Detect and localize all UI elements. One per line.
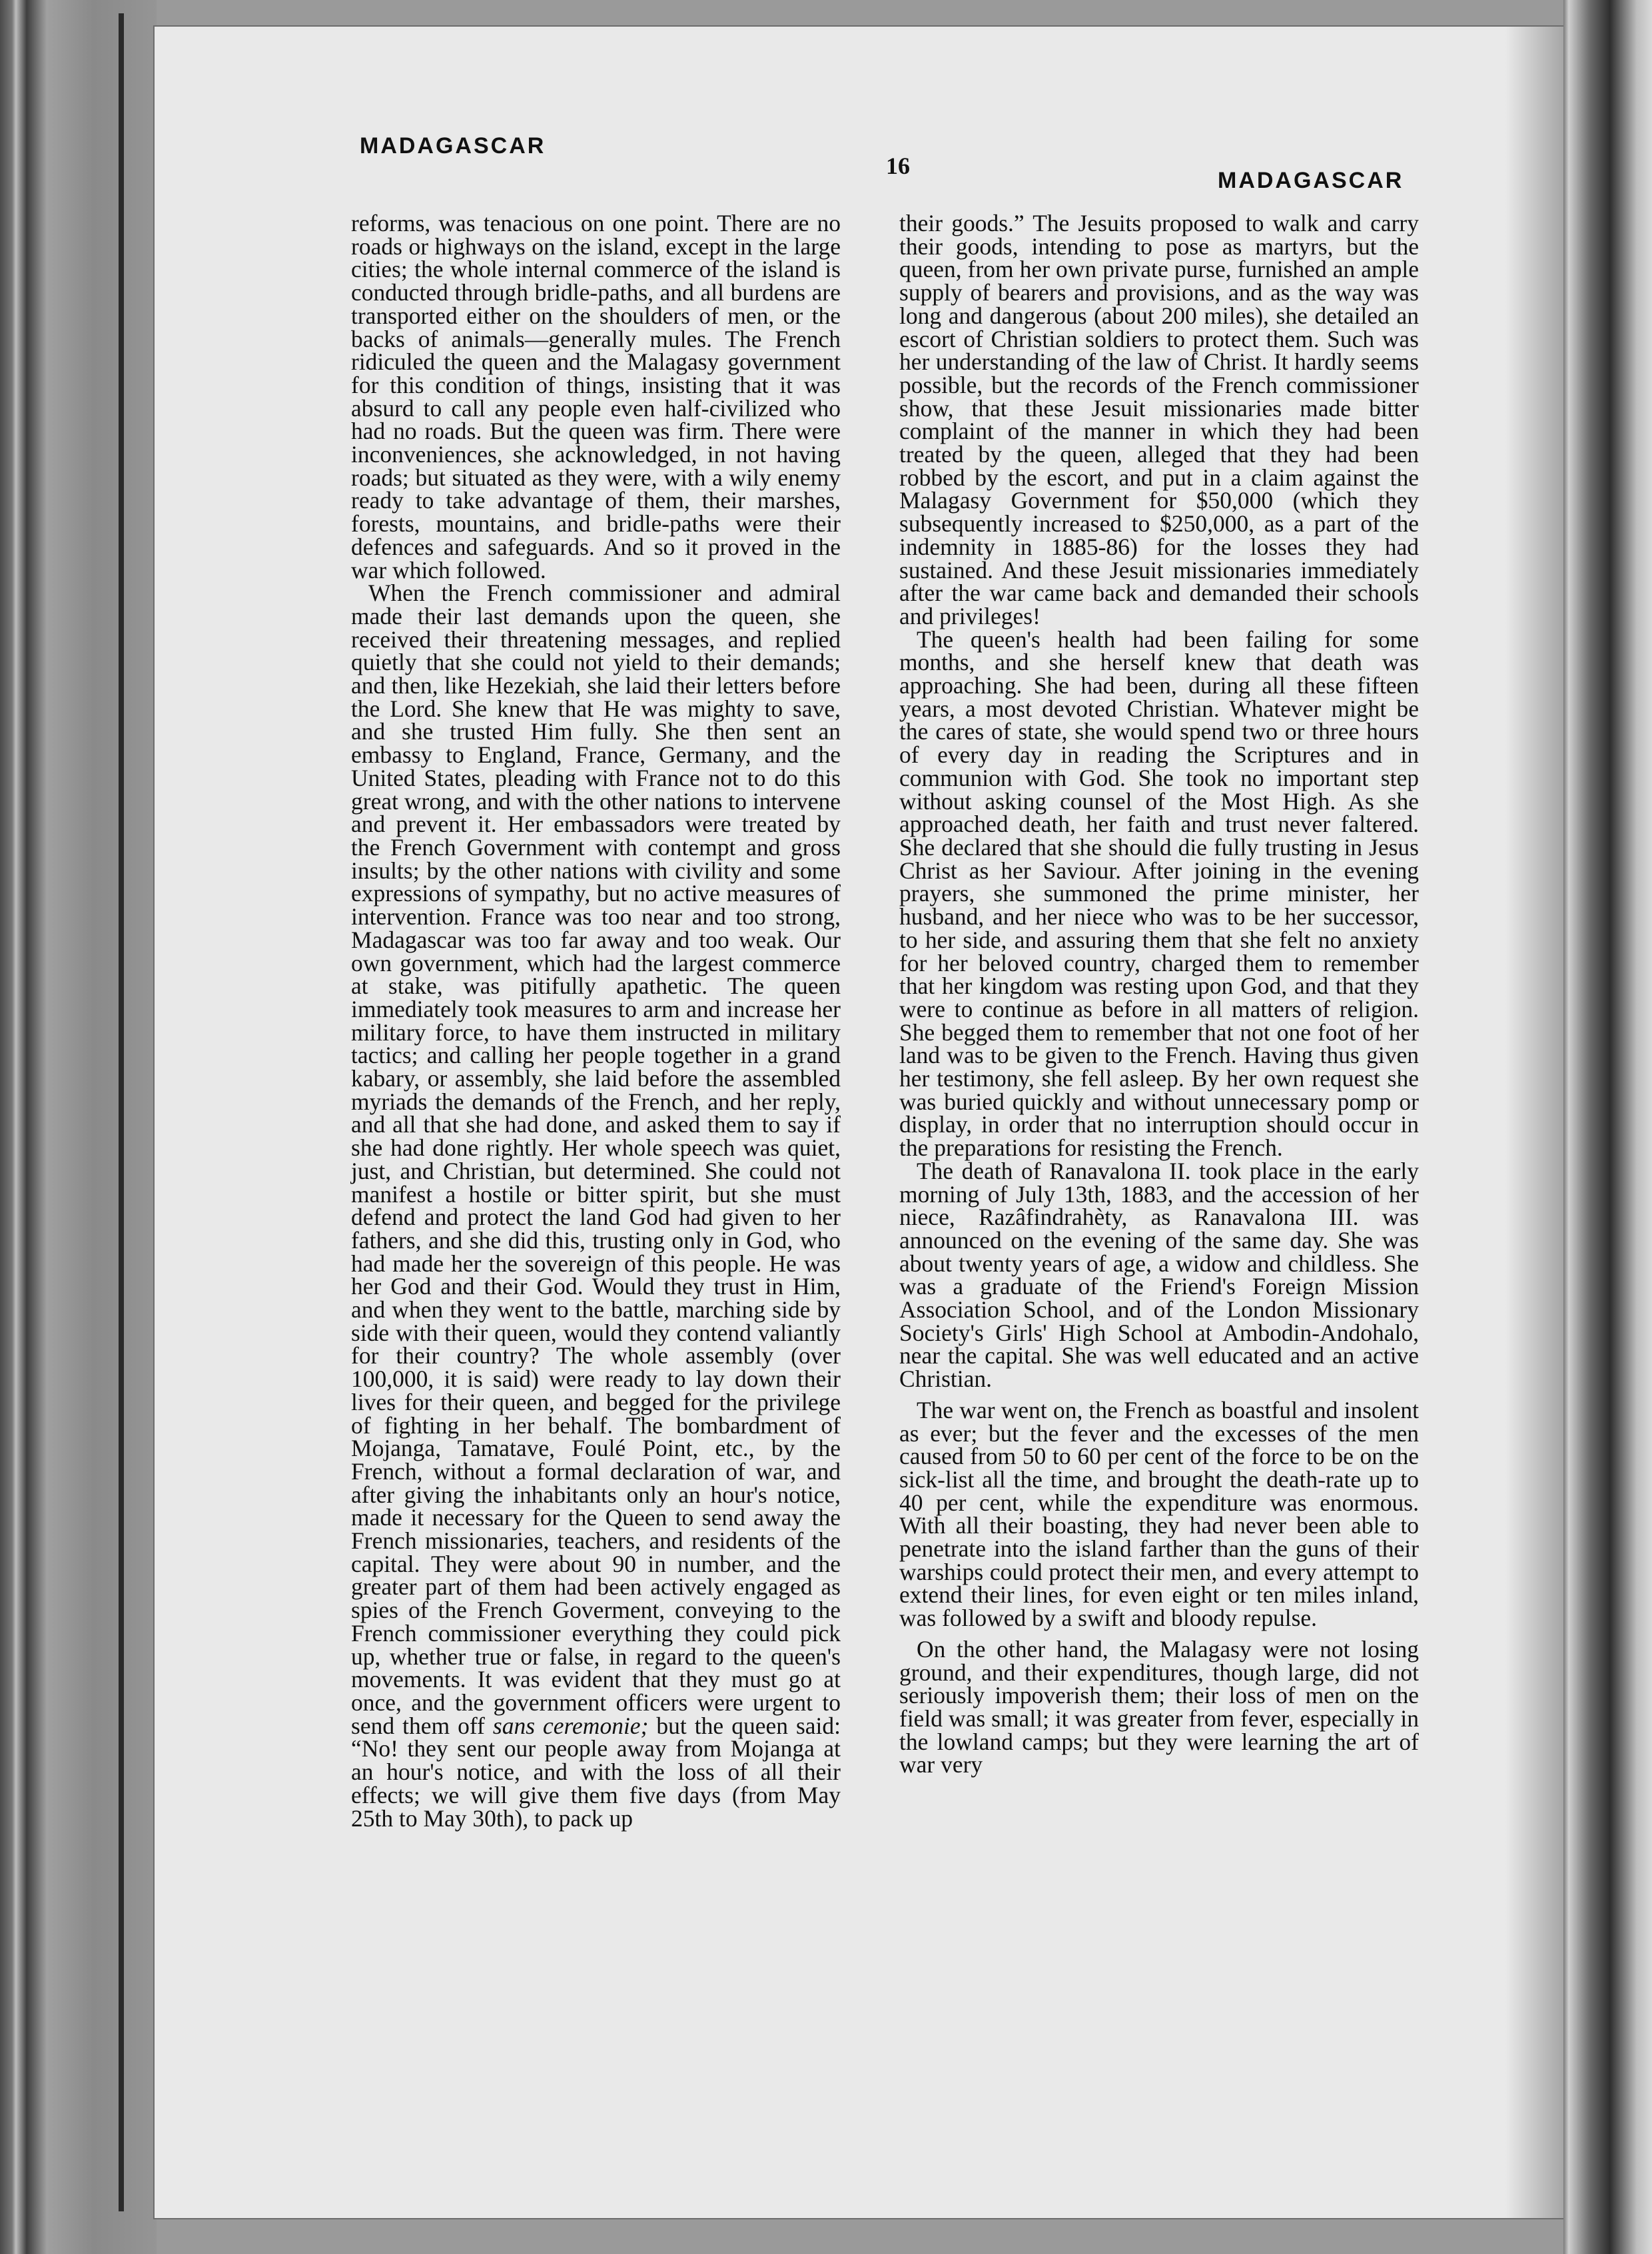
book-binding-left bbox=[0, 0, 157, 2254]
page-gutter-shadow bbox=[1505, 27, 1565, 2218]
paragraph: The war went on, the French as boastful and insolent as ever; but the fever and the excesses of the men caused from 50 to 60 per cent of the force to be on the sick-list all the time, and brought the death-rate up to 40 per cent, while the expenditure was enormous. With all their boasting, they had never been able to penetrate into the island farther than the guns of their warships could protect their men, and every attempt to extend their lines, for even eight or ten miles inland, was followed by a swift and bloody repulse. bbox=[899, 1396, 1419, 1632]
paragraph bbox=[351, 581, 841, 1830]
page-number: 16 bbox=[886, 153, 910, 179]
paragraph: The queen's health had been failing for some months, and she herself knew that death was approaching. She had been, during all these fifteen years, a most devoted Christian. Whatever might be the cares of state, she would spend two or three hours of every day in reading the Scriptures and in communion with God. She took no important step without asking counsel of the Most High. As she approached death, her faith and trust never faltered. She declared that she should die fully trusting in Jesus Christ as her Saviour. After joining in the evening prayers, she summoned the prime minister, her husband, and her niece who was to be her successor, to her side, and assuring them that she felt no anxiety for her beloved country, charged them to remember that her kingdom was resting upon God, and that they were to continue as before in all matters of religion. She begged them to remember that not one foot of her land was to be given to the French. Having thus given her testimony, she fell asleep. By her own request she was buried quickly and without unnecessary pomp or display, in order that no interruption should occur in the preparations for resisting the French. bbox=[899, 625, 1419, 1162]
binding-rule bbox=[119, 13, 124, 2211]
italic-phrase: sans ceremonie; bbox=[492, 1712, 649, 1739]
book-edge-right bbox=[1563, 0, 1652, 2254]
running-head-left: MADAGASCAR bbox=[360, 133, 546, 159]
text-column-right bbox=[899, 212, 1419, 1776]
paragraph: The death of Ranavalona II. took place in the early morning of July 13th, 1883, and the accession of her niece, Razâfindrahèty, as Ranavalona III. was announced on the evening of the same day. She was about twenty years of age, a widow and childless. She was a graduate of the Friend's Foreign Mission Association School, and of the London Missionary Society's Girls' High School at Ambodin-Andohalo, near the capital. She was well educated and an active Christian. bbox=[899, 1157, 1419, 1393]
paragraph: On the other hand, the Malagasy were not losing ground, and their expenditures, though large, did not seriously impoverish them; their loss of men on the field was small; it was greater from fever, especially in the lowland camps; but they were learning the art of war very bbox=[899, 1635, 1419, 1778]
text-column-left bbox=[351, 212, 841, 1830]
running-head-right: MADAGASCAR bbox=[1218, 168, 1404, 193]
paragraph-text: When the French commissioner and admiral made their last demands upon the queen, she received their threatening messages, and replied quietly that she could not yield to their demands; and then, like Hezekiah, she laid their letters before the Lord. She knew that He was mighty to save, and she trusted Him fully. She then sent an embassy to England, France, Germany, and the United States, pleading with France not to do this great wrong, and with the other nations to intervene and prevent it. Her embassadors were treated by the French Government with contempt and gross insults; by the other nations with civility and some expressions of sympathy, but no active measures of intervention. France was too near and too strong, Madagascar was too far away and too weak. Our own government, which had the largest commerce at stake, was pitifully apathetic. The queen immediately took measures to arm and increase her military force, to have them instructed in military tactics; and calling her people together in a grand kabary, or assembly, she laid before the assembled myriads the demands of the French, and her reply, and all that she had done, and asked them to say if she had done rightly. Her whole speech was quiet, just, and Christian, but determined. She could not manifest a hostile or bitter spirit, but she must defend and protect the land God had given to her fathers, and she did this, trusting only in God, who had made her the sovereign of this people. He was her God and their God. Would they trust in Him, and when they went to the battle, marching side by side with their queen, would they contend valiantly for their country? The whole assembly (over 100,000, it is said) were ready to lay down their lives for their queen, and begged for the privilege of fighting in her behalf. The bombardment of Mojanga, Tamatave, Foulé Point, etc., by the French, without a formal declaration of war, and after giving the inhabitants only an hour's notice, made it necessary for the Queen to send away the French missionaries, teachers, and residents of the capital. They were about 90 in number, and the greater part of them had been actively engaged as spies of the French Goverment, conveying to the French commissioner everything they could pick up, whether true or false, in regard to the queen's movements. It was evident that they must go at once, and the government officers were urgent to send them off bbox=[351, 579, 841, 1739]
paragraph: reforms, was tenacious on one point. There are no roads or highways on the island, except in the large cities; the whole internal commerce of the island is conducted through bridle-paths, and all burdens are transported either on the shoulders of men, or the backs of animals—generally mules. The French ridiculed the queen and the Malagasy government for this condition of things, insisting that it was absurd to call any people even half-civilized who had no roads. But the queen was firm. There were inconveniences, she acknowledged, in not having roads; but situated as they were, with a wily enemy ready to take advantage of them, their marshes, forests, mountains, and bridle-paths were their defences and safeguards. And so it proved in the war which followed. bbox=[351, 210, 841, 583]
paragraph-text: but the queen said: “No! they sent our people away from Mojanga at an hour's notice, and with the loss of all their effects; we will give them five days (from May 25th to May 30th), to pack up bbox=[351, 1712, 841, 1832]
paragraph: their goods.” The Jesuits proposed to walk and carry their goods, intending to pose as martyrs, but the queen, from her own private purse, furnished an ample supply of bearers and provisions, and as the way was long and dangerous (about 200 miles), she detailed an escort of Christian soldiers to protect them. Such was her understanding of the law of Christ. It hardly seems possible, but the records of the French commissioner show, that these Jesuit missionaries made bitter complaint of the manner in which they had been treated by the queen, alleged that they had been robbed by the escort, and put in a claim against the Malagasy Government for $50,000 (which they subsequently increased to $250,000, as a part of the indemnity in 1885-86) for the losses they had sustained. And these Jesuit missionaries immediately after the war came back and demanded their schools and privileges! bbox=[899, 210, 1419, 629]
